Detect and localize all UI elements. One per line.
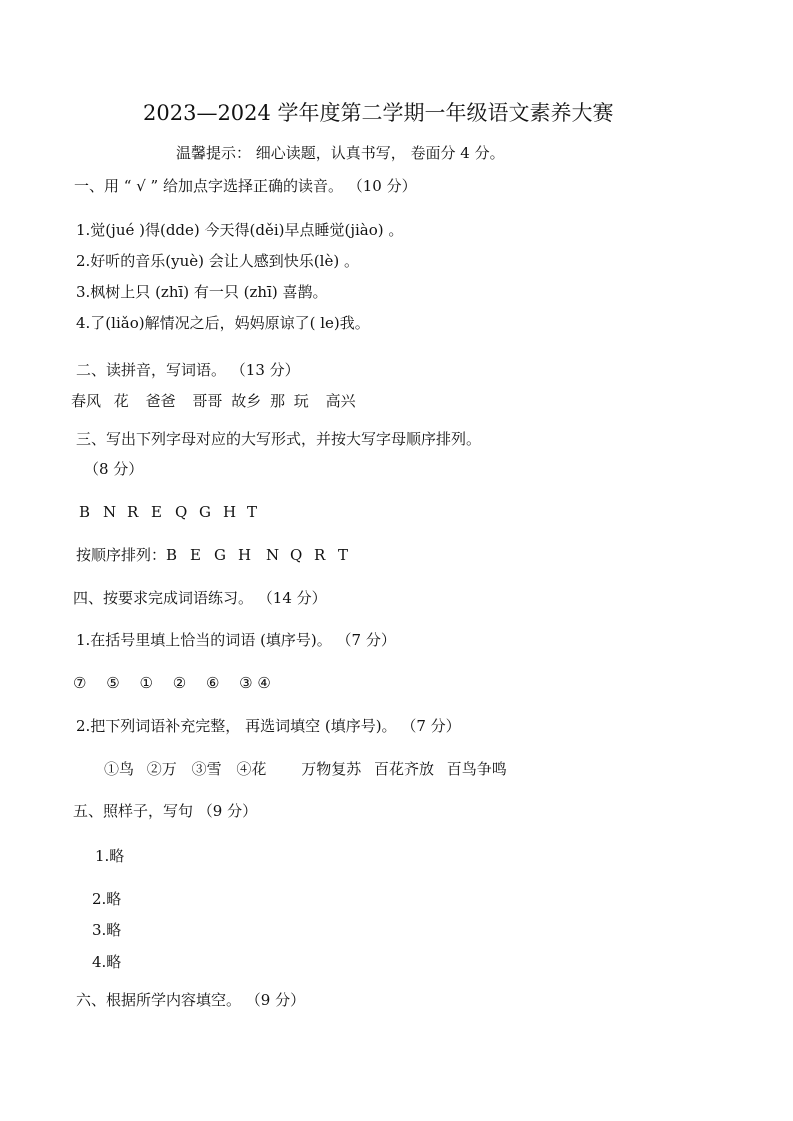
answer: ① (139, 674, 153, 692)
section-5-heading: 五、照样子，写句 （9 分） (73, 802, 258, 820)
answer: 百花齐放 (373, 760, 434, 778)
section-4-answers-2 (104, 759, 507, 779)
word-4: 哥哥 (192, 392, 223, 410)
section-5-item-4: 4.略 (92, 953, 122, 971)
section-4-heading: 四、按要求完成词语练习。 （14 分） (73, 589, 327, 607)
section-4-answers-1 (73, 673, 271, 693)
section-4-question-1: 1.在括号里填上恰当的词语 (填序号)。 （7 分） (76, 631, 396, 649)
section-1-item-1: 1.觉(jué )得(dde) 今天得(děi)早点睡觉(jiào) 。 (76, 221, 404, 239)
answer: ⑦ (73, 674, 87, 692)
section-3-heading: 三、写出下列字母对应的大写形式，并按大写字母顺序排列。 (76, 430, 482, 448)
order-letter: E (190, 546, 201, 564)
letter: T (247, 503, 258, 521)
section-3-order (76, 545, 362, 565)
page-title: 2023—2024 学年度第二学期一年级语文素养大赛 (143, 101, 614, 125)
section-1-item-3: 3.枫树上只 (zhī) 有一只 (zhī) 喜鹊。 (76, 283, 328, 301)
order-label: 按顺序排列： (76, 546, 167, 564)
letter: Q (175, 503, 188, 521)
answer: ①鸟 (104, 760, 135, 778)
section-3-letters (79, 502, 271, 522)
section-6-heading: 六、根据所学内容填空。 （9 分） (76, 991, 306, 1009)
letter: G (199, 503, 211, 521)
letter: N (103, 503, 117, 521)
letter: R (127, 503, 139, 521)
section-2-words (71, 391, 356, 411)
word-7: 玩 (293, 392, 309, 410)
answer: ⑥ (205, 674, 220, 692)
answer: ③ ④ (239, 674, 271, 692)
section-1-item-4: 4.了(liǎo)解情况之后，妈妈原谅了( le)我。 (76, 314, 370, 332)
letter: B (79, 503, 91, 521)
section-5-item-2: 2.略 (92, 890, 122, 908)
order-letter: N (266, 546, 280, 564)
letter: H (223, 503, 237, 521)
tip-text: 温馨提示： 细心读题，认真书写， 卷面分 4 分。 (176, 144, 505, 162)
word-3: 爸爸 (145, 392, 176, 410)
section-5-item-1: 1.略 (95, 847, 125, 865)
word-8: 高兴 (325, 392, 356, 410)
word-2: 花 (113, 392, 129, 410)
word-6: 那 (269, 392, 285, 410)
section-1-item-2: 2.好听的音乐(yuè) 会让人感到快乐(lè) 。 (76, 252, 359, 270)
word-5: 故乡 (231, 392, 262, 410)
letter: E (151, 503, 162, 521)
order-letter: G (214, 546, 226, 564)
section-2-heading: 二、读拼音，写词语。 （13 分） (76, 361, 300, 379)
answer: 万物复苏 (301, 760, 362, 778)
answer: ②万 (146, 760, 177, 778)
answer: 百鸟争鸣 (446, 760, 507, 778)
section-5-item-3: 3.略 (92, 921, 122, 939)
order-letter: R (314, 546, 326, 564)
section-1-heading: 一、用 “ √ ” 给加点字选择正确的读音。 （10 分） (74, 177, 417, 195)
order-letter: Q (290, 546, 303, 564)
order-letter: T (338, 546, 349, 564)
answer: ③雪 (191, 760, 222, 778)
answer: ⑤ (106, 674, 120, 692)
order-letter: B (166, 546, 178, 564)
answer: ④花 (236, 760, 267, 778)
order-letter: H (238, 546, 252, 564)
answer: ② (172, 674, 187, 692)
section-4-question-2: 2.把下列词语补充完整， 再选词填空 (填序号)。 （7 分） (76, 717, 461, 735)
word-1: 春风 (71, 392, 102, 410)
section-3-score: （8 分） (84, 460, 144, 478)
